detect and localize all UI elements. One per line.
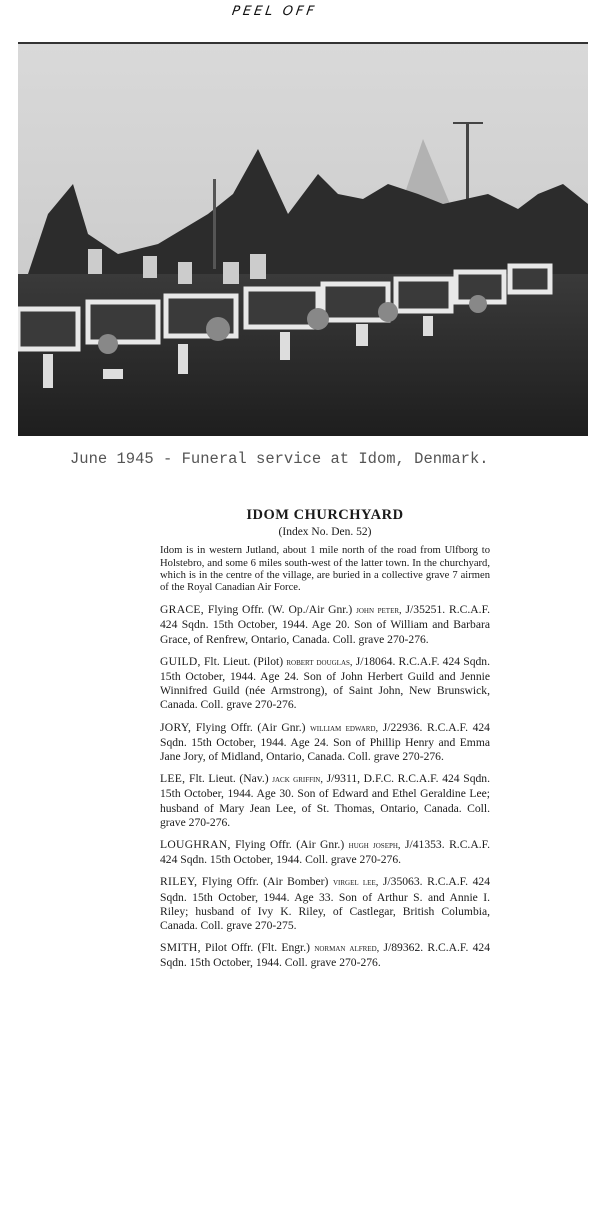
casualty-details: J/18064. R.C.A.F. 424 Sqdn. 15th October, 1944. Age 24. Son of John Herbert Guild and Jennie Winnifred Guild (née Armstrong), of Saint John, New Brunswick, Canada. Coll. grave 270-276. (160, 654, 491, 712)
casualty-surname: SMITH, (160, 941, 201, 955)
casualty-given-names: jack griffin, (272, 774, 323, 786)
casualty-rank: Flying Offr. (Air Gnr.) (195, 720, 306, 734)
casualty-given-names: hugh joseph, (348, 840, 401, 852)
handwritten-note: PEEL OFF (230, 4, 318, 19)
casualty-given-names: william edward, (310, 722, 379, 734)
casualty-entry (160, 721, 490, 765)
casualty-entry (160, 875, 490, 933)
casualty-entry (160, 838, 490, 867)
casualty-details: J/35063. R.C.A.F. 424 Sqdn. 15th October, 1944. Age 33. Son of Arthur S. and Annie I. Riley; husband of Ivy K. Riley, of Castlegar, British Columbia, Canada. Coll. grave 270-275. (160, 875, 490, 933)
casualty-surname: JORY, (160, 720, 192, 734)
casualty-entry (160, 941, 490, 970)
casualty-surname: RILEY, (160, 875, 198, 889)
casualty-surname: LOUGHRAN, (160, 838, 231, 852)
casualty-details: J/35251. R.C.A.F. 424 Sqdn. 15th October, 1944. Age 20. Son of William and Barbara Grace, of Renfrew, Ontario, Canada. Coll. grave 270-276. (160, 603, 490, 646)
casualty-rank: Flying Offr. (Air Bomber) (201, 875, 329, 889)
casualty-given-names: virgel lee, (332, 877, 379, 889)
casualty-given-names: norman alfred, (314, 943, 380, 955)
casualty-rank: Flt. Lieut. (Nav.) (189, 772, 269, 786)
casualty-entry (160, 655, 490, 713)
casualty-rank: Flying Offr. (Air Gnr.) (235, 838, 345, 852)
casualty-entry (160, 603, 490, 647)
casualty-rank: Flying Offr. (W. Op./Air Gnr.) (207, 603, 353, 617)
casualty-details: J/22936. R.C.A.F. 424 Sqdn. 15th October, 1944. Age 24. Son of Phillip Henry and Emma Jane Jory, of Midland, Ontario, Canada. Coll. grave 270-276. (160, 720, 490, 764)
casualty-surname: GRACE, (160, 603, 204, 617)
casualty-entry (160, 772, 490, 830)
casualty-surname: LEE, (160, 772, 186, 786)
casualty-details: J/9311, D.F.C. R.C.A.F. 424 Sqdn. 15th October, 1944. Age 30. Son of Edward and Ethel Geraldine Lee; husband of Mary Jean Lee, of St. Thomas, Ontario, Canada. Coll. grave 270-276. (160, 772, 490, 829)
casualty-rank: Pilot Offr. (Flt. Engr.) (205, 941, 311, 955)
funeral-photo-image (18, 44, 588, 436)
casualty-rank: Flt. Lieut. (Pilot) (203, 654, 284, 668)
casualty-details: J/41353. R.C.A.F. 424 Sqdn. 15th October, 1944. Coll. grave 270-276. (160, 838, 491, 867)
casualty-surname: GUILD, (160, 654, 201, 668)
funeral-photo (18, 42, 588, 436)
casualty-given-names: robert douglas, (286, 656, 353, 668)
cemetery-title: IDOM CHURCHYARD (246, 507, 404, 523)
cemetery-description: Idom is in western Jutland, about 1 mile north of the road from Ulfborg to Holstebro, and some 6 miles south-west of the latter town. In the churchyard, which is in the centre of the village, are buried in a collective grave 7 airmen of the Royal Canadian Air Force. (160, 545, 490, 594)
photo-caption: June 1945 - Funeral service at Idom, Denmark. (70, 450, 489, 468)
cemetery-record (160, 508, 490, 979)
index-number: (Index No. Den. 52) (278, 526, 372, 539)
casualty-given-names: john peter, (356, 605, 402, 617)
casualty-list (160, 603, 490, 970)
casualty-details: J/89362. R.C.A.F. 424 Sqdn. 15th October, 1944. Coll. grave 270-276. (160, 941, 491, 970)
